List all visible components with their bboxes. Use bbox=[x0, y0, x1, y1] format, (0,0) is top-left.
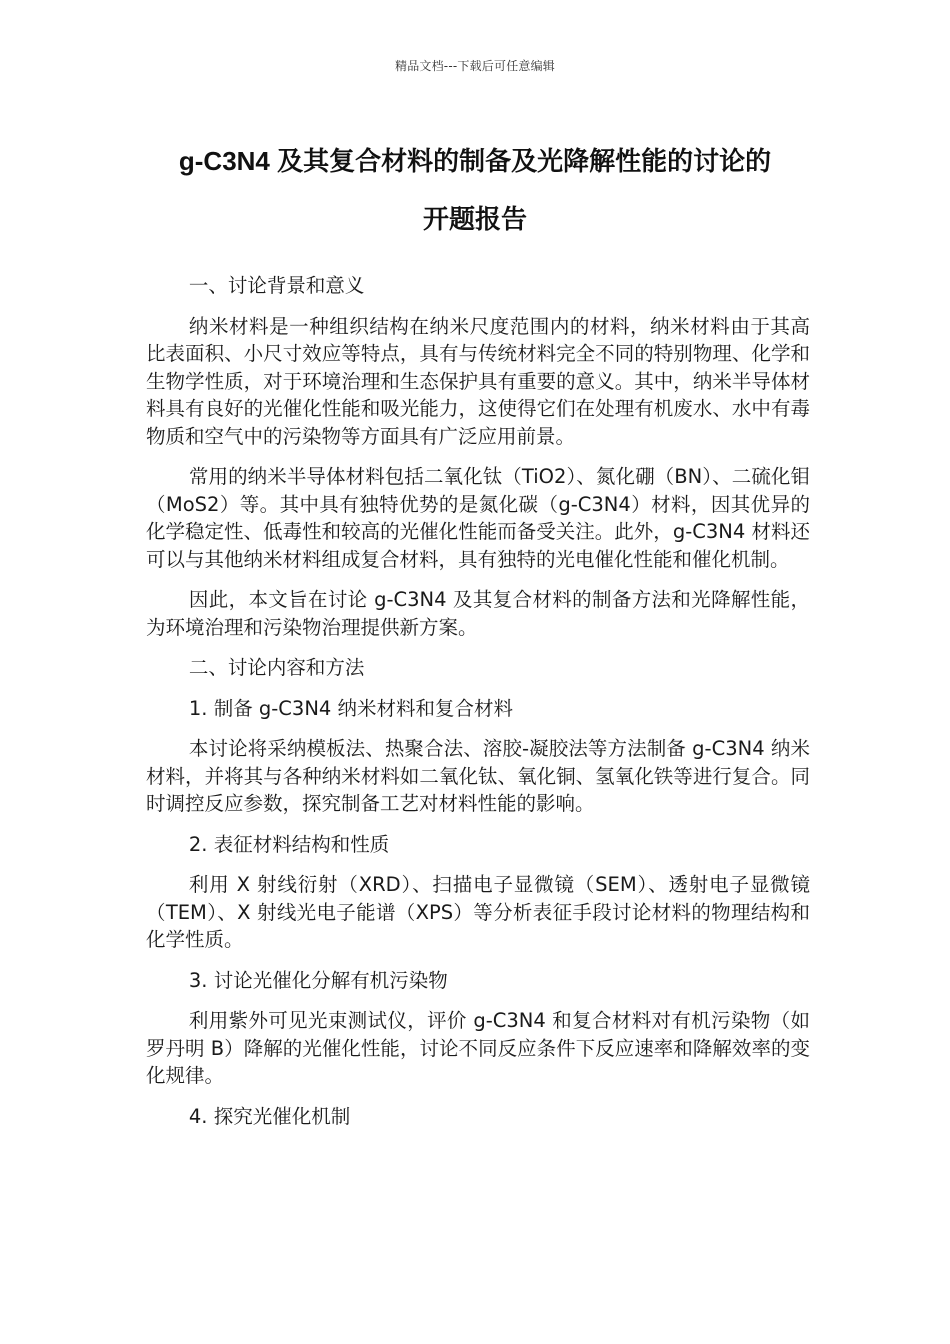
paragraph: 纳米材料是一种组织结构在纳米尺度范围内的材料，纳米材料由于其高比表面积、小尺寸效应等特点，具有与传统材料完全不同的特别物理、化学和生物学性质，对于环境治理和生态保护具有重要的意义。其中，纳米半导体材料具有良好的光催化性能和吸光能力，这使得它们在处理有机废水、水中有毒物质和空气中的污染物等方面具有广泛应用前景。 bbox=[146, 314, 810, 448]
subsection-heading: 1. 制备 g-C3N4 纳米材料和复合材料 bbox=[188, 696, 514, 720]
page-header-note: 精品文档---下载后可任意编辑 bbox=[395, 59, 555, 73]
document-body bbox=[146, 272, 810, 1143]
paragraph: 本讨论将采纳模板法、热聚合法、溶胶-凝胶法等方法制备 g-C3N4 纳米材料，并将其与各种纳米材料如二氧化钛、氧化铜、氢氧化铁等进行复合。同时调控反应参数，探究制备工艺对材料性能的影响。 bbox=[146, 737, 810, 815]
document-title bbox=[120, 132, 830, 248]
section-heading: 二、讨论内容和方法 bbox=[188, 656, 365, 679]
subsection-heading: 2. 表征材料结构和性质 bbox=[188, 832, 390, 856]
title-line-2: 开题报告 bbox=[422, 204, 527, 234]
subsection-heading: 4. 探究光催化机制 bbox=[188, 1104, 351, 1128]
paragraph: 利用紫外可见光束测试仪，评价 g-C3N4 和复合材料对有机污染物（如罗丹明 B）降解的光催化性能，讨论不同反应条件下反应速率和降解效率的变化规律。 bbox=[146, 1009, 810, 1087]
paragraph: 利用 X 射线衍射（XRD）、扫描电子显微镜（SEM）、透射电子显微镜（TEM）、X 射线光电子能谱（XPS）等分析表征手段讨论材料的物理结构和化学性质。 bbox=[146, 873, 810, 951]
subsection-heading: 3. 讨论光催化分解有机污染物 bbox=[188, 968, 448, 992]
paragraph: 因此，本文旨在讨论 g-C3N4 及其复合材料的制备方法和光降解性能，为环境治理和污染物治理提供新方案。 bbox=[146, 588, 810, 639]
section-heading: 一、讨论背景和意义 bbox=[188, 274, 365, 297]
title-line-1: g-C3N4 及其复合材料的制备及光降解性能的讨论的 bbox=[178, 146, 772, 176]
paragraph: 常用的纳米半导体材料包括二氧化钛（TiO2）、氮化硼（BN）、二硫化钼（MoS2）等。其中具有独特优势的是氮化碳（g-C3N4）材料，因其优异的化学稳定性、低毒性和较高的光催化性能而备受关注。此外，g-C3N4 材料还可以与其他纳米材料组成复合材料，具有独特的光电催化性能和催化机制。 bbox=[146, 465, 810, 571]
